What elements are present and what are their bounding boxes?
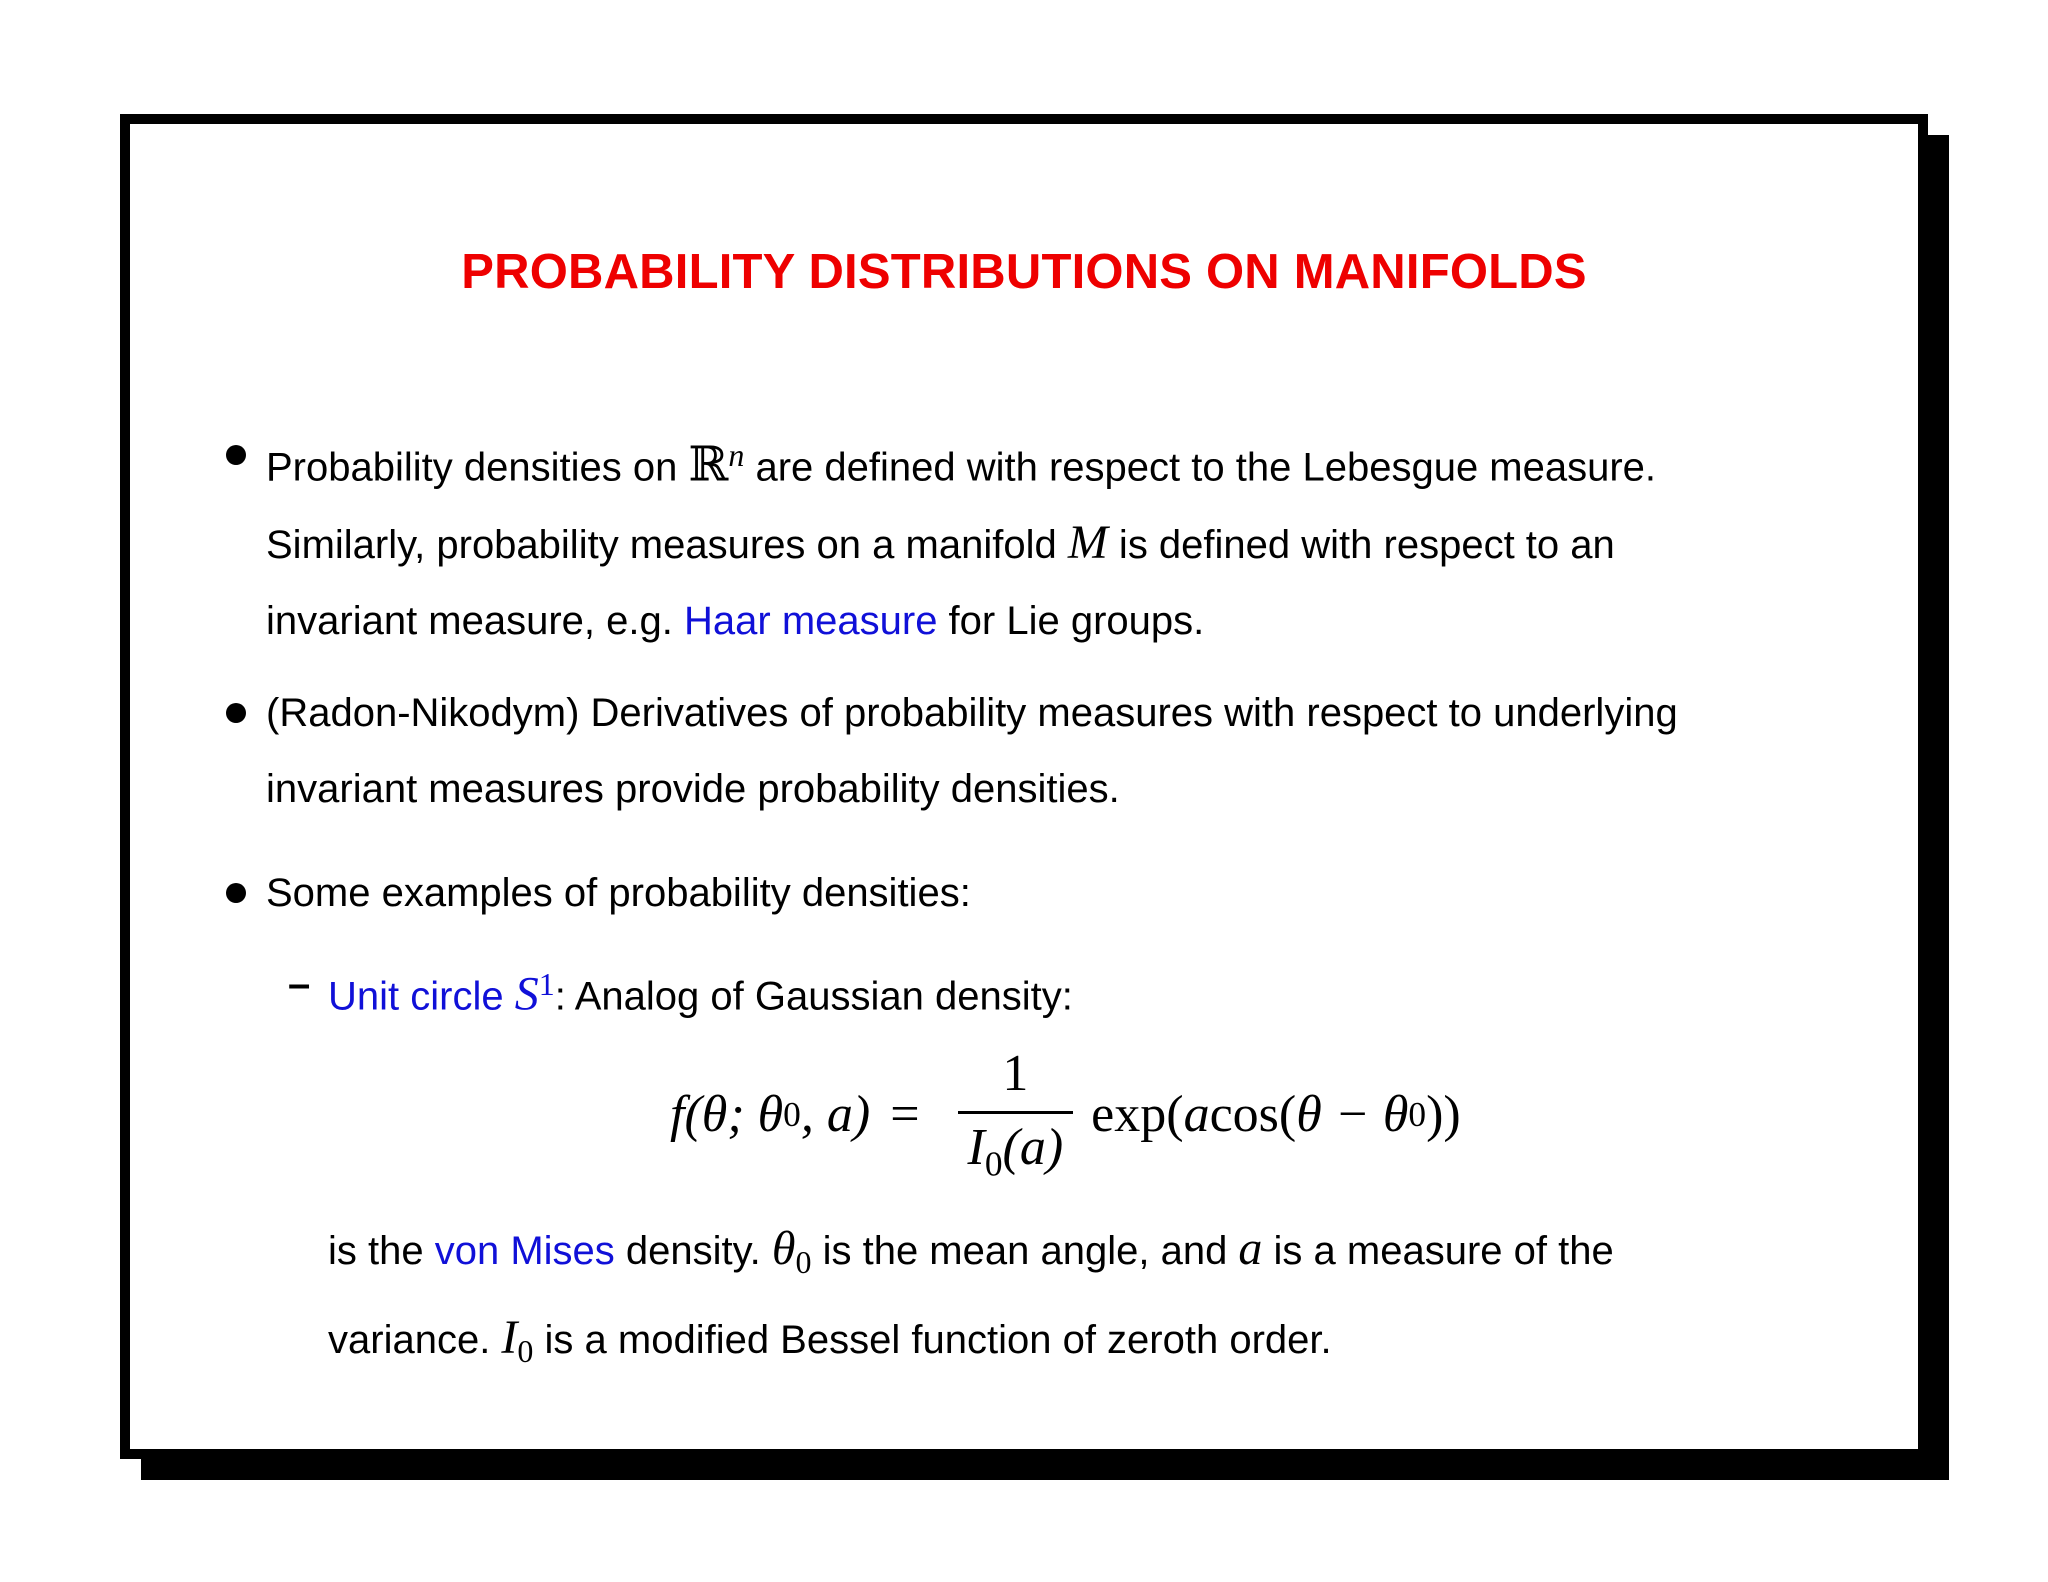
explanation-line-2: variance. $I_0$ is a modified Bessel function of zeroth order. <box>328 1311 1332 1369</box>
bullet-3 <box>266 855 1826 931</box>
explanation-line-1: is the von Mises density. $\theta_0$ is the mean angle, and a is a measure of the <box>328 1222 1614 1280</box>
formula-fraction <box>958 1044 1074 1184</box>
von-mises-formula: f (θ; θ 0 , a) = $\frac{1}{I_0(a)}$ exp( a cos( θ − θ 0 )) <box>670 1044 1461 1184</box>
von-mises-link[interactable]: von Mises <box>434 1229 615 1273</box>
bullet-icon <box>226 445 246 465</box>
slide <box>120 114 1928 1459</box>
manifold-symbol: M <box>1067 516 1108 570</box>
real-space-symbol: ℝ <box>688 438 729 492</box>
bullet-1-line-2: Similarly, probability measures on a manifold M is defined with respect to an <box>266 516 1615 570</box>
space-dimension: n <box>728 437 745 473</box>
bullet-1-line-1: Probability densities on ℝ$^n$ are defined with respect to the Lebesgue measure. <box>266 437 1657 492</box>
formula-denominator: $I_0(a)$ <box>958 1111 1074 1184</box>
bullet-2-line-2: invariant measures provide probability densities. <box>266 767 1120 811</box>
haar-measure-link[interactable]: Haar measure <box>684 599 938 644</box>
circle-dimension: 1 <box>538 966 555 1002</box>
bullet-3-text: Some examples of probability densities: <box>266 871 971 915</box>
circle-symbol: S <box>514 967 539 1021</box>
slide-title: PROBABILITY DISTRIBUTIONS ON MANIFOLDS <box>461 245 1587 299</box>
bullet-2-line-1: (Radon-Nikodym) Derivatives of probability measures with respect to underlying <box>266 691 1678 735</box>
sub-bullet-dash: – <box>288 962 311 1006</box>
formula-explanation <box>328 1211 1868 1389</box>
bullet-1-line-3: invariant measure, e.g. Haar measure for Lie groups. <box>266 599 1205 644</box>
bullet-2 <box>266 675 1826 827</box>
unit-circle-link[interactable]: Unit circle <box>328 974 515 1019</box>
bullet-icon <box>226 883 246 903</box>
bullet-icon <box>226 703 246 723</box>
bullet-1 <box>266 417 1826 659</box>
formula-numerator: 1 <box>1002 1044 1029 1102</box>
sub-item-unit-circle: Unit circle $S^1$: Analog of Gaussian density: <box>328 966 1073 1021</box>
